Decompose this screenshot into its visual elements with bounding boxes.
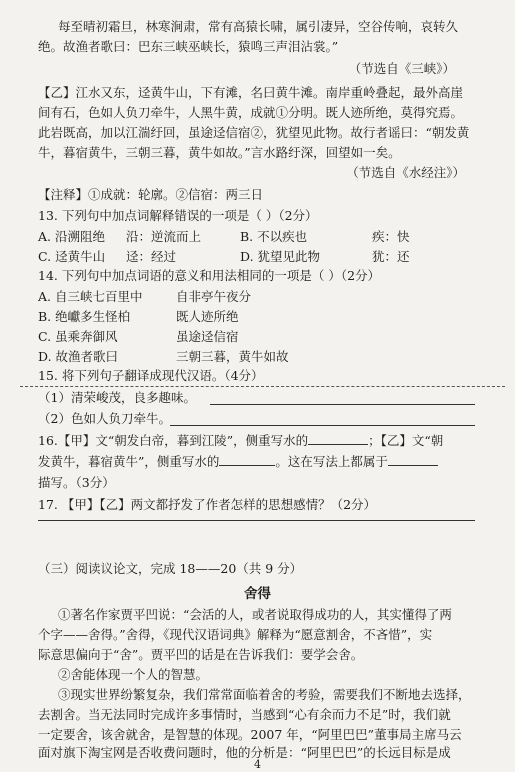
q14-option-d-pair: 三朝三暮，黄牛如故 <box>176 349 289 364</box>
question-16-line-3: 描写。（3分） <box>38 475 115 490</box>
question-15: 15. 将下列句子翻译成现代汉语。（4分） <box>38 368 264 383</box>
essay-paragraph-line: 面对旗下淘宝网是否收费问题时，他的分析是：“阿里巴巴”的长远目标是成 <box>38 745 451 760</box>
passage-yi-line: 【乙】江水又东，迳黄牛山，下有滩，名曰黄牛滩。南岸重岭叠起，最外高崖 <box>38 85 464 100</box>
q14-option-a: A. 自三峡七百里中 <box>38 289 143 304</box>
blank-field[interactable] <box>219 453 275 466</box>
q14-option-a-pair: 自非亭午夜分 <box>176 289 252 304</box>
annotation-note: 【注释】①成就：轮廓。②信宿：两三日 <box>38 187 264 202</box>
question-13: 13. 下列句中加点词解释错误的一项是（ ）（2分） <box>38 208 318 223</box>
question-15-item-2: （2）色如人负刀牵牛。 <box>38 411 171 426</box>
q13-option-d: D. 犹望见此物 <box>240 249 321 264</box>
essay-paragraph-line: ③现实世界纷繁复杂，我们常常面临着舍的考验，需要我们不断地去选择， <box>58 687 471 702</box>
q14-option-c-pair: 虽途迳信宿 <box>176 329 239 344</box>
essay-paragraph-line: 一定要舍，该舍就舍，是智慧的体现。2007 年，“阿里巴巴”董事局主席马云 <box>38 727 462 742</box>
question-16-line-1 <box>38 432 479 450</box>
question-14: 14. 下列句中加点词语的意义和用法相同的一项是（ ）（2分） <box>38 268 381 283</box>
q14-option-b-pair: 既人迹所绝 <box>176 309 239 324</box>
blank-field[interactable] <box>308 432 368 445</box>
essay-paragraph-line: 际意思偏向于“舍”。贾平凹的话是在告诉我们：要学会舍。 <box>38 647 364 662</box>
essay-paragraph-line: 个字——舍得。”舍得，《现代汉语词典》解释为“愿意割舍，不吝惜”，实 <box>38 627 433 642</box>
question-16-line-2 <box>38 453 479 471</box>
question-16-text: ；【乙】文“朝 <box>368 433 444 448</box>
q13-option-c: C. 迳黄牛山 <box>38 249 106 264</box>
blank-field[interactable] <box>388 453 438 466</box>
question-16-text: 。这在写法上都属于 <box>275 454 388 469</box>
passage-yi-line: 间有石，色如人负刀牵牛，人黑牛黄，成就①分明。既人迹所绝，莫得究焉。 <box>38 105 464 120</box>
q14-option-c: C. 虽乘奔御风 <box>38 329 118 344</box>
source-note: （节选自《三峡》） <box>348 61 455 76</box>
question-15-item-1: （1）清荣峻茂，良多趣味。 <box>38 390 196 405</box>
essay-paragraph-line: ①著名作家贾平凹说：“会活的人，或者说取得成功的人，其实懂得了两 <box>58 607 452 622</box>
q13-option-b-gloss: 疾：快 <box>372 229 410 244</box>
page-number: 4 <box>254 758 261 771</box>
q14-option-b: B. 绝巘多生怪柏 <box>38 309 131 324</box>
question-16-text: 发黄牛，暮宿黄牛”，侧重写水的 <box>38 454 220 469</box>
answer-line[interactable] <box>38 520 475 521</box>
question-16-text: 16.【甲】文“朝发白帝，暮到江陵”，侧重写水的 <box>38 433 309 448</box>
passage-jia-line: 绝。故渔者歌曰：巴东三峡巫峡长，猿鸣三声泪沾裳。” <box>38 39 339 54</box>
passage-yi-line: 牛，暮宿黄牛，三朝三暮，黄牛如故。”言水路纡深，回望如一矣。 <box>38 145 401 160</box>
passage-yi-line: 此岩既高，加以江湍纡回，虽途迳信宿②，犹望见此物。故行者谣曰：“朝发黄 <box>38 125 470 140</box>
section-three-heading: （三）阅读议论文，完成 18——20（共 9 分） <box>38 561 303 576</box>
essay-paragraph-line: 去割舍。当无法同时完成许多事情时，当感到“心有余而力不足”时，我们就 <box>38 707 451 722</box>
q13-option-a-gloss: 沿：逆流而上 <box>126 229 202 244</box>
answer-line[interactable] <box>210 404 475 405</box>
q13-option-d-gloss: 犹：还 <box>372 249 410 264</box>
q13-option-a: A. 沿溯阻绝 <box>38 229 105 244</box>
essay-title: 舍得 <box>244 586 271 602</box>
q14-option-d: D. 故渔者歌曰 <box>38 349 119 364</box>
essay-paragraph-line: ②舍能体现一个人的智慧。 <box>58 667 209 682</box>
answer-line[interactable] <box>170 425 475 426</box>
q13-option-b: B. 不以疾也 <box>240 229 308 244</box>
fold-line <box>20 386 505 387</box>
source-note: （节选自《水经注》） <box>346 165 465 180</box>
question-17: 17. 【甲】【乙】两文都抒发了作者怎样的思想感情？（2分） <box>38 497 377 512</box>
q13-option-c-gloss: 迳：经过 <box>126 249 177 264</box>
passage-jia-line: 每至晴初霜旦，林寒涧肃，常有高猿长啸，属引凄异，空谷传响，哀转久 <box>58 19 459 34</box>
